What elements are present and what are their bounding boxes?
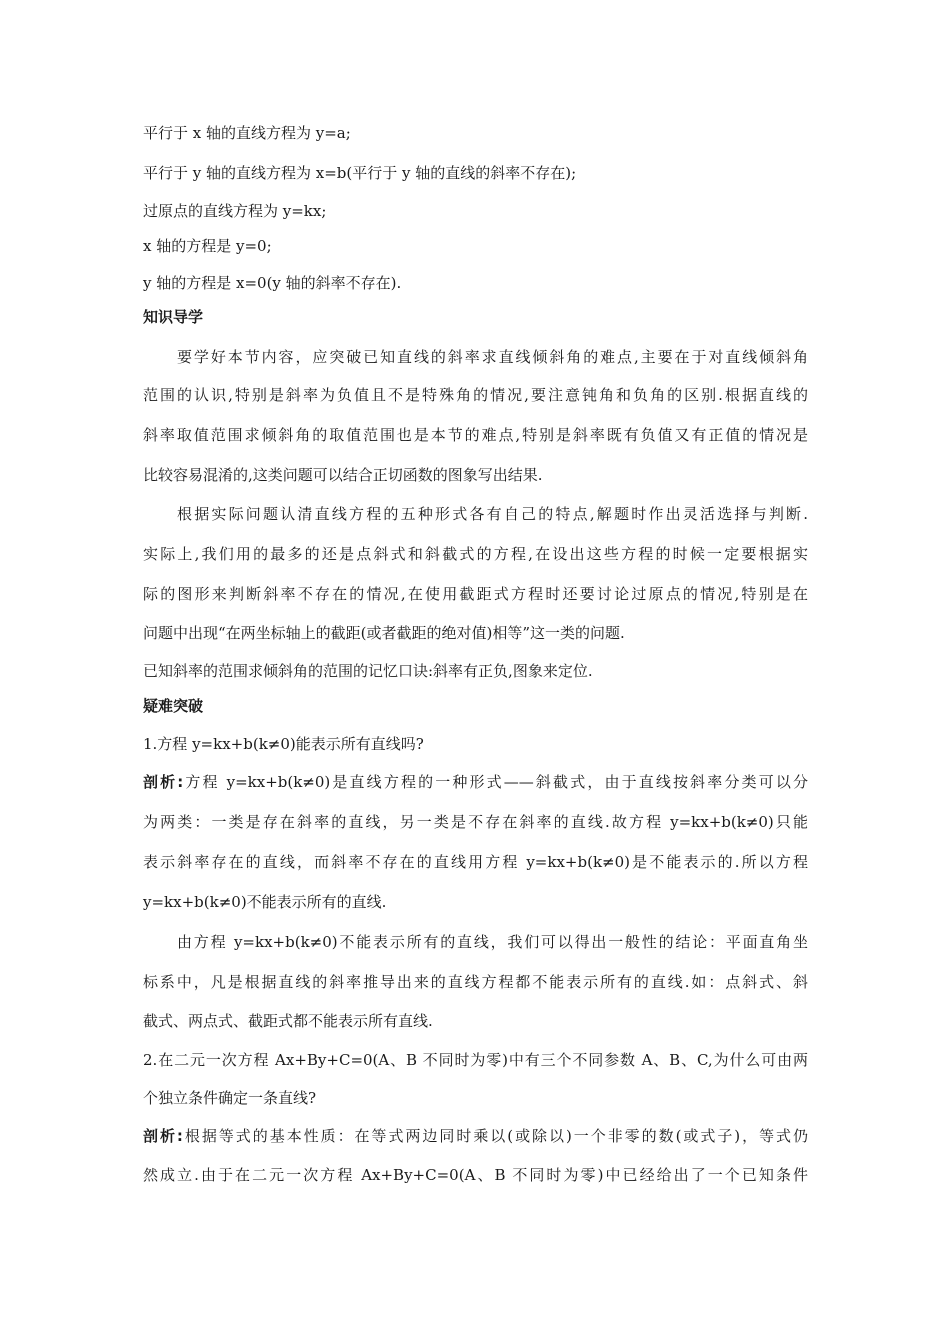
analysis-label: 剖析: xyxy=(143,1127,183,1145)
answer-line xyxy=(143,772,808,792)
paragraph-line: 斜率取值范围求倾斜角的取值范围也是本节的难点,特别是斜率既有负值又有正值的情况是 xyxy=(143,426,808,444)
section-heading: 疑难突破 xyxy=(143,697,204,715)
question-line: 1.方程 y=kx+b(k≠0)能表示所有直线吗? xyxy=(143,735,424,753)
text-line: 过原点的直线方程为 y=kx; xyxy=(143,202,327,220)
paragraph-line: 比较容易混淆的,这类问题可以结合正切函数的图象写出结果. xyxy=(143,466,543,484)
paragraph-line: 际的图形来判断斜率不存在的情况,在使用截距式方程时还要讨论过原点的情况,特别是在 xyxy=(143,585,808,603)
answer-text: 根据等式的基本性质：在等式两边同时乘以(或除以)一个非零的数(或式子)，等式仍 xyxy=(182,1127,808,1145)
question-line: 个独立条件确定一条直线? xyxy=(143,1089,317,1107)
paragraph-line: 已知斜率的范围求倾斜角的范围的记忆口诀:斜率有正负,图象来定位. xyxy=(143,662,593,680)
section-heading: 知识导学 xyxy=(143,308,204,326)
answer-line: 为两类：一类是存在斜率的直线，另一类是不存在斜率的直线.故方程 y=kx+b(k≠0)只能 xyxy=(143,813,808,831)
answer-text: 方程 y=kx+b(k≠0)是直线方程的一种形式——斜截式，由于直线按斜率分类可以分 xyxy=(183,773,808,791)
question-line: 2.在二元一次方程 Ax+By+C=0(A、B 不同时为零)中有三个不同参数 A、B、C,为什么可由两 xyxy=(143,1051,808,1069)
answer-line xyxy=(143,1126,808,1146)
paragraph-line: 由方程 y=kx+b(k≠0)不能表示所有的直线，我们可以得出一般性的结论：平面直角坐 xyxy=(177,933,808,951)
text-line: 平行于 y 轴的直线方程为 x=b(平行于 y 轴的直线的斜率不存在); xyxy=(143,164,577,182)
text-line: 平行于 x 轴的直线方程为 y=a; xyxy=(143,124,351,142)
answer-line: 然成立.由于在二元一次方程 Ax+By+C=0(A、B 不同时为零)中已经给出了一个已知条件 xyxy=(143,1166,808,1184)
paragraph-line: 问题中出现“在两坐标轴上的截距(或者截距的绝对值)相等”这一类的问题. xyxy=(143,624,625,642)
paragraph-line: 标系中，凡是根据直线的斜率推导出来的直线方程都不能表示所有的直线.如：点斜式、斜 xyxy=(143,973,808,991)
analysis-label: 剖析: xyxy=(143,773,184,791)
paragraph-line: 要学好本节内容，应突破已知直线的斜率求直线倾斜角的难点,主要在于对直线倾斜角 xyxy=(177,348,808,366)
paragraph-line: 截式、两点式、截距式都不能表示所有直线. xyxy=(143,1012,433,1030)
paragraph-line: 实际上,我们用的最多的还是点斜式和斜截式的方程,在设出这些方程的时候一定要根据实 xyxy=(143,545,808,563)
text-line: x 轴的方程是 y=0; xyxy=(143,237,272,255)
text-line: y 轴的方程是 x=0(y 轴的斜率不存在). xyxy=(143,274,402,292)
paragraph-line: 范围的认识,特别是斜率为负值且不是特殊角的情况,要注意钝角和负角的区别.根据直线的 xyxy=(143,386,808,404)
answer-line: 表示斜率存在的直线，而斜率不存在的直线用方程 y=kx+b(k≠0)是不能表示的.所以方程 xyxy=(143,853,808,871)
paragraph-line: 根据实际问题认清直线方程的五种形式各有自己的特点,解题时作出灵活选择与判断. xyxy=(177,505,808,523)
answer-line: y=kx+b(k≠0)不能表示所有的直线. xyxy=(143,893,387,911)
